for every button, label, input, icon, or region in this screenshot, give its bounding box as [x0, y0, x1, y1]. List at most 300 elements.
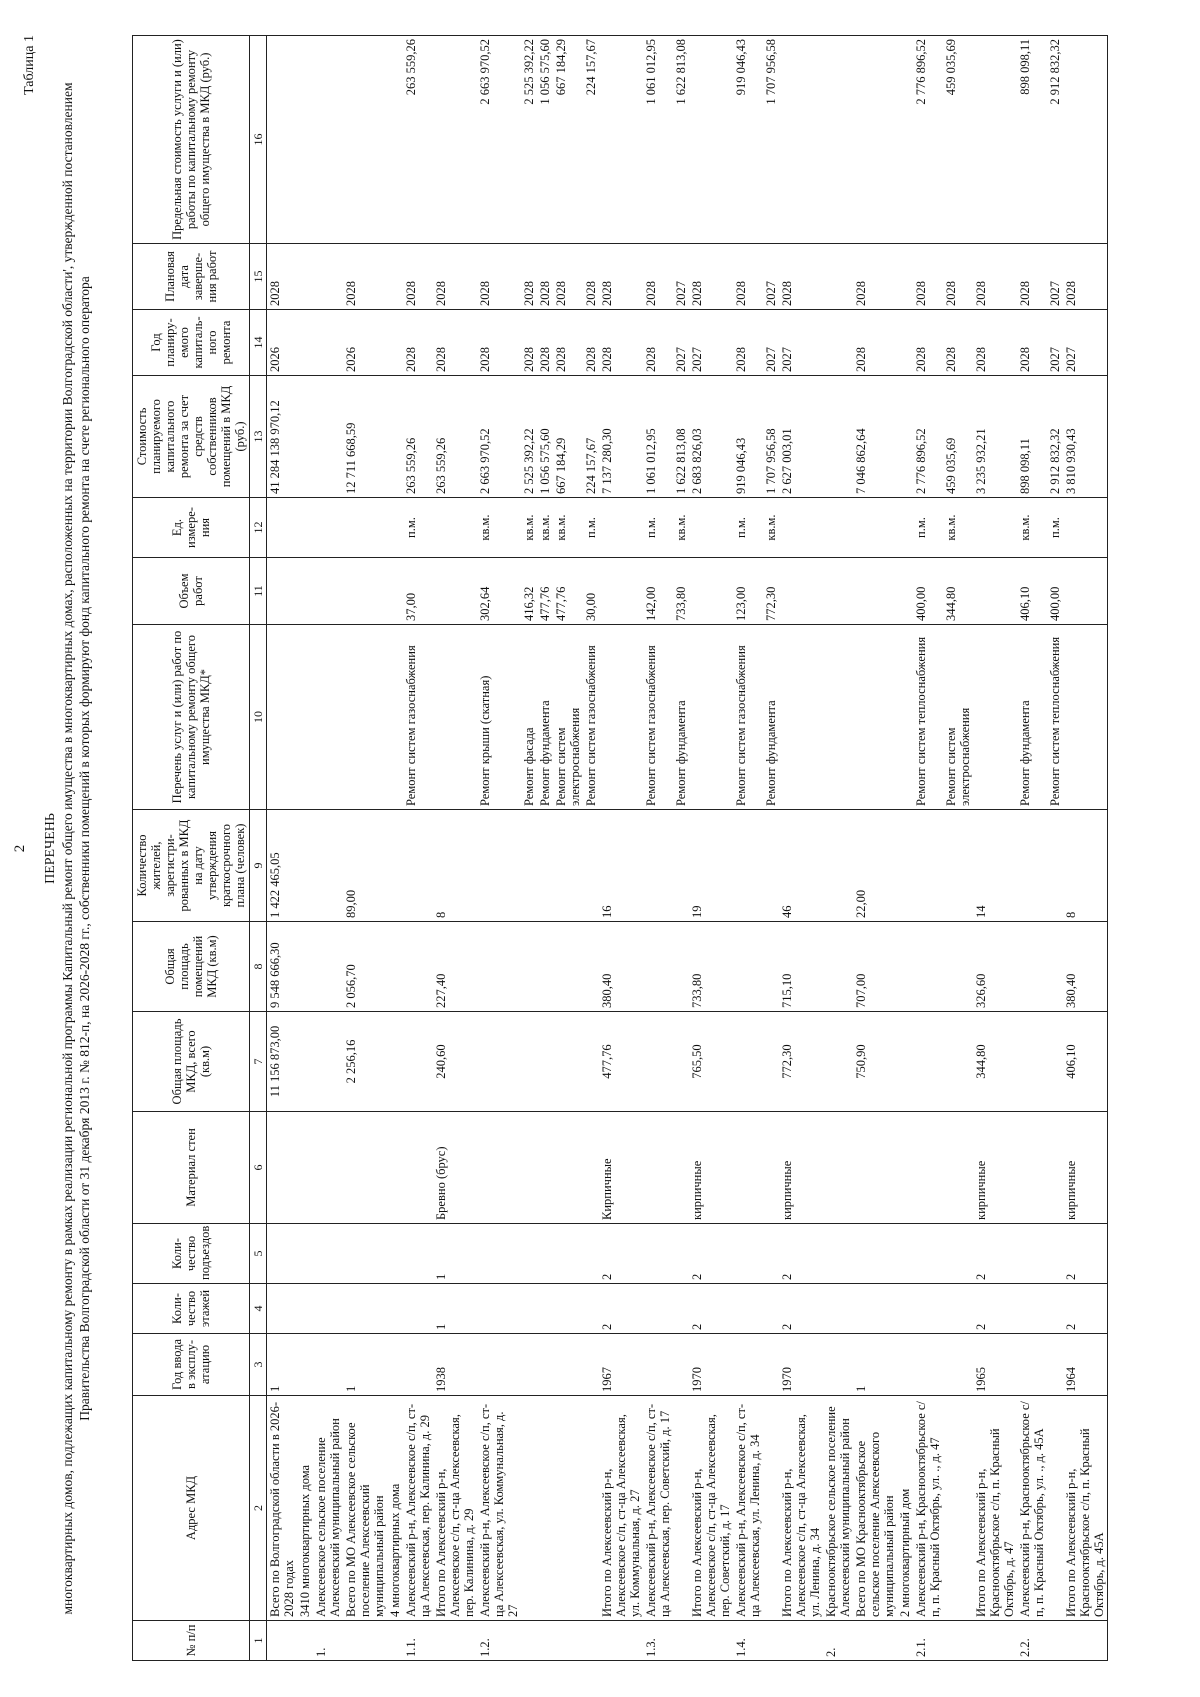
col-number: 15	[250, 244, 267, 310]
table-cell-col-9	[943, 810, 973, 922]
table-cell-col-9	[297, 810, 313, 922]
table-cell-col-7	[387, 1012, 403, 1112]
table-cell-col-12: кв.м.	[521, 498, 537, 558]
table-row	[343, 36, 387, 1661]
table-cell-col-4	[521, 1284, 537, 1334]
table-header-row	[133, 36, 250, 1661]
table-cell-col-4	[643, 1284, 673, 1334]
col-number: 12	[250, 498, 267, 558]
table-cell-col-5	[763, 1224, 779, 1284]
table-cell-col-13	[387, 376, 403, 498]
table-cell-col-6	[853, 1112, 897, 1224]
table-cell-col-2: Итого по Алексеевский р-н, Краснооктябрьское с/п, п. Красный Октябрь, д. 45А	[1063, 1396, 1108, 1621]
table-cell-col-16: 1 056 575,60	[537, 36, 553, 244]
table-cell-col-14: 2027	[779, 310, 823, 376]
table-cell-col-7: 772,30	[779, 1012, 823, 1112]
table-cell-col-12	[973, 498, 1017, 558]
table-cell-col-2: 4 многоквартирных дома	[387, 1396, 403, 1621]
table-row	[313, 36, 343, 1661]
table-cell-col-6	[267, 1112, 298, 1224]
table-cell-col-15: 2028	[853, 244, 897, 310]
table-cell-col-3	[553, 1334, 583, 1396]
col-header: Предельная стоимость услуги и (или) работы по капитальному ремонту общего имущества в МКД (руб.)	[133, 36, 250, 244]
table-cell-col-9	[537, 810, 553, 922]
table-cell-col-10	[897, 625, 913, 810]
table-cell-col-8	[943, 922, 973, 1012]
table-cell-col-6	[733, 1112, 763, 1224]
table-cell-col-13: 12 711 668,59	[343, 376, 387, 498]
table-cell-col-5	[343, 1224, 387, 1284]
table-cell-col-16	[297, 36, 313, 244]
table-cell-col-3	[1017, 1334, 1047, 1396]
table-cell-col-10: Ремонт систем электроснабжения	[943, 625, 973, 810]
table-cell-col-15: 2028	[973, 244, 1017, 310]
table-cell-col-11	[689, 558, 733, 625]
table-cell-col-11: 406,10	[1017, 558, 1047, 625]
table-cell-col-6: Бревно (брус)	[433, 1112, 477, 1224]
col-header: Перечень услуг и (или) работ по капитальному ремонту общего имущества МКД*	[133, 625, 250, 810]
table-cell-col-8	[823, 922, 853, 1012]
table-cell-col-14: 2028	[537, 310, 553, 376]
table-cell-col-2	[537, 1396, 553, 1621]
table-row	[1017, 36, 1047, 1661]
table-cell-col-15: 2028	[1063, 244, 1108, 310]
table-cell-col-14: 2027	[1047, 310, 1063, 376]
table-cell-col-15: 2027	[673, 244, 689, 310]
table-cell-col-13: 919 046,43	[733, 376, 763, 498]
table-cell-col-5	[673, 1224, 689, 1284]
table-cell-col-4: 2	[689, 1284, 733, 1334]
table-cell-col-7	[583, 1012, 599, 1112]
table-cell-col-13: 3 810 930,43	[1063, 376, 1108, 498]
table-cell-col-11	[343, 558, 387, 625]
table-cell-col-7	[1017, 1012, 1047, 1112]
table-cell-col-16: 2 912 832,32	[1047, 36, 1063, 244]
table-cell-col-3	[733, 1334, 763, 1396]
table-cell-col-11: 416,32	[521, 558, 537, 625]
table-cell-col-9	[1047, 810, 1063, 922]
table-body	[267, 36, 1108, 1661]
table-cell-col-9	[673, 810, 689, 922]
table-cell-col-2: Итого по Алексеевский р-н, Алексеевское с/п, ст-ца Алексеевская, пер. Калинина, д. 29	[433, 1396, 477, 1621]
table-cell-col-15: 2028	[521, 244, 537, 310]
table-cell-col-1: 1.3.	[643, 1621, 673, 1661]
table-cell-col-1	[1047, 1621, 1063, 1661]
table-cell-col-10: Ремонт систем газоснабжения	[403, 625, 433, 810]
col-number: 10	[250, 625, 267, 810]
table-cell-col-12	[433, 498, 477, 558]
table-cell-col-1	[343, 1621, 387, 1661]
col-number: 16	[250, 36, 267, 244]
col-header: Общая площадь МКД, всего (кв.м)	[133, 1012, 250, 1112]
table-cell-col-9	[387, 810, 403, 922]
table-cell-col-16: 1 061 012,95	[643, 36, 673, 244]
table-cell-col-13: 898 098,11	[1017, 376, 1047, 498]
table-cell-col-10: Ремонт фундамента	[537, 625, 553, 810]
table-cell-col-3: 1964	[1063, 1334, 1108, 1396]
table-cell-col-3	[643, 1334, 673, 1396]
table-row	[779, 36, 823, 1661]
table-cell-col-16: 2 776 896,52	[913, 36, 943, 244]
table-cell-col-7: 2 256,16	[343, 1012, 387, 1112]
table-cell-col-8	[313, 922, 343, 1012]
table-cell-col-2	[583, 1396, 599, 1621]
table-cell-col-6: Кирпичные	[599, 1112, 643, 1224]
table-cell-col-10: Ремонт систем теплоснабжения	[913, 625, 943, 810]
table-cell-col-6	[1047, 1112, 1063, 1224]
table-cell-col-9: 14	[973, 810, 1017, 922]
table-cell-col-4	[297, 1284, 313, 1334]
table-cell-col-3	[537, 1334, 553, 1396]
table-cell-col-11	[313, 558, 343, 625]
table-cell-col-3: 1965	[973, 1334, 1017, 1396]
table-cell-col-15: 2028	[733, 244, 763, 310]
document-heading	[42, 40, 93, 1657]
table-cell-col-1	[267, 1621, 298, 1661]
table-cell-col-6	[343, 1112, 387, 1224]
table-cell-col-3	[583, 1334, 599, 1396]
table-cell-col-6: кирпичные	[973, 1112, 1017, 1224]
col-header: Коли-чество этажей	[133, 1284, 250, 1334]
table-cell-col-5	[313, 1224, 343, 1284]
table-cell-col-8	[477, 922, 521, 1012]
table-cell-col-14: 2027	[689, 310, 733, 376]
table-cell-col-5	[267, 1224, 298, 1284]
table-cell-col-10	[433, 625, 477, 810]
table-cell-col-15	[387, 244, 403, 310]
table-cell-col-5	[913, 1224, 943, 1284]
table-cell-col-4	[583, 1284, 599, 1334]
table-cell-col-16	[599, 36, 643, 244]
table-cell-col-9: 16	[599, 810, 643, 922]
table-cell-col-3: 1	[267, 1334, 298, 1396]
table-cell-col-11: 30,00	[583, 558, 599, 625]
table-cell-col-6	[943, 1112, 973, 1224]
table-cell-col-4	[403, 1284, 433, 1334]
table-cell-col-2: Итого по Алексеевский р-н, Алексеевское с/п, ст-ца Алексеевская, ул. Коммунальная, д. 27	[599, 1396, 643, 1621]
table-row	[297, 36, 313, 1661]
table-cell-col-11	[387, 558, 403, 625]
table-cell-col-8: 707,00	[853, 922, 897, 1012]
table-cell-col-10: Ремонт фасада	[521, 625, 537, 810]
table-row	[403, 36, 433, 1661]
table-cell-col-16	[853, 36, 897, 244]
table-cell-col-5	[537, 1224, 553, 1284]
table-cell-col-13: 7 046 862,64	[853, 376, 897, 498]
table-cell-col-10: Ремонт систем теплоснабжения	[1047, 625, 1063, 810]
table-cell-col-8: 227,40	[433, 922, 477, 1012]
table-cell-col-5	[553, 1224, 583, 1284]
table-cell-col-13: 3 235 932,21	[973, 376, 1017, 498]
table-cell-col-14: 2026	[343, 310, 387, 376]
table-cell-col-10: Ремонт систем газоснабжения	[643, 625, 673, 810]
table-cell-col-11	[897, 558, 913, 625]
table-cell-col-11	[973, 558, 1017, 625]
table-cell-col-11: 37,00	[403, 558, 433, 625]
table-cell-col-12	[689, 498, 733, 558]
table-cell-col-16: 2 663 970,52	[477, 36, 521, 244]
table-cell-col-7: 765,50	[689, 1012, 733, 1112]
table-cell-col-14: 2027	[1063, 310, 1108, 376]
table-cell-col-2: 2 многоквартирный дом	[897, 1396, 913, 1621]
table-cell-col-1	[897, 1621, 913, 1661]
table-cell-col-7	[297, 1012, 313, 1112]
table-cell-col-1: 2.2.	[1017, 1621, 1047, 1661]
table-cell-col-15: 2027	[763, 244, 779, 310]
table-cell-col-15: 2028	[537, 244, 553, 310]
table-cell-col-13: 2 525 392,22	[521, 376, 537, 498]
table-cell-col-12	[267, 498, 298, 558]
table-cell-col-9: 1 422 465,05	[267, 810, 298, 922]
table-cell-col-1	[553, 1621, 583, 1661]
table-cell-col-11	[779, 558, 823, 625]
table-cell-col-16: 224 157,67	[583, 36, 599, 244]
col-number: 4	[250, 1284, 267, 1334]
page-number: 2	[12, 844, 28, 853]
table-cell-col-14: 2028	[433, 310, 477, 376]
table-cell-col-12	[779, 498, 823, 558]
table-cell-col-13: 224 157,67	[583, 376, 599, 498]
table-cell-col-11: 400,00	[913, 558, 943, 625]
table-cell-col-5: 2	[973, 1224, 1017, 1284]
table-cell-col-15: 2027	[1047, 244, 1063, 310]
table-cell-col-13	[897, 376, 913, 498]
table-cell-col-9	[313, 810, 343, 922]
col-header: № п/п	[133, 1621, 250, 1661]
table-cell-col-7: 240,60	[433, 1012, 477, 1112]
table-cell-col-13: 7 137 280,30	[599, 376, 643, 498]
table-cell-col-10	[297, 625, 313, 810]
table-cell-col-12: п.м.	[733, 498, 763, 558]
table-cell-col-1	[599, 1621, 643, 1661]
col-number: 9	[250, 810, 267, 922]
table-cell-col-6	[673, 1112, 689, 1224]
table-cell-col-3	[387, 1334, 403, 1396]
table-cell-col-8	[673, 922, 689, 1012]
table-cell-col-16: 898 098,11	[1017, 36, 1047, 244]
col-header: Год ввода в эксплу-атацию	[133, 1334, 250, 1396]
table-cell-col-8	[537, 922, 553, 1012]
table-cell-col-2: Алексеевский р-н, Алексеевское с/п, ст-ца Алексеевская, ул. Коммунальная, д. 27	[477, 1396, 521, 1621]
table-cell-col-2: Итого по Алексеевский р-н, Алексеевское с/п, ст-ца Алексеевская, пер. Советский, д. 17	[689, 1396, 733, 1621]
heading-line-1: многоквартирных домов, подлежащих капитальному ремонту в рамках реализации региональной программы Капитальный ремонт общего имущества в многоквартирных домах, расположенных на территории Волгоградской области', утвержденной постановлением	[60, 82, 75, 1615]
table-cell-col-2: 3410 многоквартирных дома	[297, 1396, 313, 1621]
table-cell-col-8	[521, 922, 537, 1012]
table-cell-col-2: Алексеевский р-н, Алексеевское с/п, ст-ца Алексеевская, пер. Калинина, д. 29	[403, 1396, 433, 1621]
table-cell-col-6	[297, 1112, 313, 1224]
table-cell-col-1	[297, 1621, 313, 1661]
table-cell-col-3: 1	[853, 1334, 897, 1396]
table-cell-col-1: 1.4.	[733, 1621, 763, 1661]
table-cell-col-2	[943, 1396, 973, 1621]
table-cell-col-13: 667 184,29	[553, 376, 583, 498]
table-cell-col-10: Ремонт фундамента	[673, 625, 689, 810]
table-cell-col-11: 733,80	[673, 558, 689, 625]
table-cell-col-13: 2 776 896,52	[913, 376, 943, 498]
table-cell-col-7: 477,76	[599, 1012, 643, 1112]
table-cell-col-6	[537, 1112, 553, 1224]
table-cell-col-5	[853, 1224, 897, 1284]
table-cell-col-6: кирпичные	[779, 1112, 823, 1224]
table-cell-col-3	[943, 1334, 973, 1396]
table-cell-col-4	[913, 1284, 943, 1334]
table-cell-col-9	[521, 810, 537, 922]
heading-line-2: Правительства Волгоградской области от 31 декабря 2013 г. № 812-п, на 2026-2028 гг., собственники помещений в которых формируют фонд капитального ремонта на счете регионального оператора	[77, 276, 92, 1421]
table-cell-col-12	[853, 498, 897, 558]
table-cell-col-11: 772,30	[763, 558, 779, 625]
table-cell-col-11	[853, 558, 897, 625]
table-cell-col-14	[297, 310, 313, 376]
table-cell-col-14: 2028	[643, 310, 673, 376]
table-cell-col-2: Итого по Алексеевский р-н, Краснооктябрьское с/п, п. Красный Октябрь, д. 47	[973, 1396, 1017, 1621]
table-cell-col-4	[387, 1284, 403, 1334]
table-cell-col-12: кв.м.	[943, 498, 973, 558]
table-cell-col-8	[643, 922, 673, 1012]
col-header: Материал стен	[133, 1112, 250, 1224]
col-header: Объем работ	[133, 558, 250, 625]
table-cell-col-13	[313, 376, 343, 498]
col-header: Коли-чество подъездов	[133, 1224, 250, 1284]
table-cell-col-8	[733, 922, 763, 1012]
table-cell-col-6: кирпичные	[1063, 1112, 1108, 1224]
table-cell-col-1	[673, 1621, 689, 1661]
col-header: Общая площадь помещений МКД (кв.м)	[133, 922, 250, 1012]
table-cell-col-3	[313, 1334, 343, 1396]
table-cell-col-15	[823, 244, 853, 310]
table-cell-col-4	[823, 1284, 853, 1334]
table-cell-col-4: 2	[973, 1284, 1017, 1334]
table-cell-col-9	[1017, 810, 1047, 922]
table-cell-col-4	[897, 1284, 913, 1334]
table-cell-col-2: Алексеевский р-н, Алексеевское с/п, ст-ца Алексеевская, пер. Советский, д. 17	[643, 1396, 673, 1621]
table-cell-col-14: 2028	[733, 310, 763, 376]
table-cell-col-15: 2028	[553, 244, 583, 310]
table-row	[913, 36, 943, 1661]
table-cell-col-15: 2028	[403, 244, 433, 310]
table-cell-col-8: 733,80	[689, 922, 733, 1012]
table-cell-col-1	[537, 1621, 553, 1661]
table-cell-col-3: 1970	[779, 1334, 823, 1396]
table-cell-col-8	[387, 922, 403, 1012]
table-cell-col-10: Ремонт систем электроснабжения	[553, 625, 583, 810]
table-row	[973, 36, 1017, 1661]
table-cell-col-10	[689, 625, 733, 810]
table-cell-col-8: 715,10	[779, 922, 823, 1012]
table-cell-col-12: кв.м.	[673, 498, 689, 558]
table-cell-col-3: 1967	[599, 1334, 643, 1396]
table-cell-col-3	[1047, 1334, 1063, 1396]
repair-list-table-wrapper	[132, 36, 1108, 1661]
table-cell-col-10: Ремонт систем газоснабжения	[733, 625, 763, 810]
table-cell-col-6	[897, 1112, 913, 1224]
table-cell-col-7	[673, 1012, 689, 1112]
table-cell-col-10	[973, 625, 1017, 810]
table-cell-col-7	[913, 1012, 943, 1112]
table-cell-col-11	[823, 558, 853, 625]
table-cell-col-4	[673, 1284, 689, 1334]
table-cell-col-6	[763, 1112, 779, 1224]
table-cell-col-11: 477,76	[553, 558, 583, 625]
table-cell-col-8	[403, 922, 433, 1012]
table-cell-col-13: 2 683 826,03	[689, 376, 733, 498]
table-cell-col-4: 2	[1063, 1284, 1108, 1334]
table-cell-col-11: 123,00	[733, 558, 763, 625]
table-cell-col-13: 1 622 813,08	[673, 376, 689, 498]
table-cell-col-15	[313, 244, 343, 310]
table-cell-col-6	[1017, 1112, 1047, 1224]
table-cell-col-9	[897, 810, 913, 922]
col-number: 11	[250, 558, 267, 625]
table-cell-col-14: 2028	[521, 310, 537, 376]
table-row	[823, 36, 853, 1661]
table-cell-col-8: 380,40	[599, 922, 643, 1012]
table-cell-col-2: Всего по МО Краснооктябрьское сельское поселение Алексеевского муниципальный район	[853, 1396, 897, 1621]
table-cell-col-9: 8	[433, 810, 477, 922]
table-cell-col-12	[313, 498, 343, 558]
table-cell-col-5	[297, 1224, 313, 1284]
table-cell-col-14: 2027	[673, 310, 689, 376]
table-row	[477, 36, 521, 1661]
col-number: 6	[250, 1112, 267, 1224]
table-cell-col-8	[1017, 922, 1047, 1012]
table-cell-col-9: 8	[1063, 810, 1108, 922]
table-cell-col-4	[313, 1284, 343, 1334]
heading-title: ПЕРЕЧЕНЬ	[43, 813, 58, 884]
table-row	[433, 36, 477, 1661]
table-cell-col-3	[823, 1334, 853, 1396]
table-cell-col-16	[433, 36, 477, 244]
table-cell-col-12: п.м.	[643, 498, 673, 558]
table-cell-col-9	[643, 810, 673, 922]
table-cell-col-4: 2	[779, 1284, 823, 1334]
table-cell-col-5	[477, 1224, 521, 1284]
col-number: 7	[250, 1012, 267, 1112]
table-cell-col-3	[673, 1334, 689, 1396]
col-header: Год планиру-емого капиталь-ного ремонта	[133, 310, 250, 376]
col-header: Адрес МКД	[133, 1396, 250, 1621]
table-cell-col-15: 2028	[343, 244, 387, 310]
table-cell-col-1	[973, 1621, 1017, 1661]
table-cell-col-6	[553, 1112, 583, 1224]
table-row	[583, 36, 599, 1661]
table-cell-col-12	[823, 498, 853, 558]
table-cell-col-5: 2	[1063, 1224, 1108, 1284]
col-header: Плановая дата заверше-ния работ	[133, 244, 250, 310]
table-cell-col-15: 2028	[779, 244, 823, 310]
table-cell-col-4	[553, 1284, 583, 1334]
table-cell-col-11: 477,76	[537, 558, 553, 625]
table-cell-col-8	[897, 922, 913, 1012]
table-cell-col-1: 1.	[313, 1621, 343, 1661]
table-cell-col-5	[387, 1224, 403, 1284]
col-number: 5	[250, 1224, 267, 1284]
table-row	[537, 36, 553, 1661]
table-cell-col-13	[297, 376, 313, 498]
table-cell-col-12: кв.м.	[553, 498, 583, 558]
table-row	[853, 36, 897, 1661]
table-cell-col-2: Алексеевское сельское поселение Алексеевский муниципальный район	[313, 1396, 343, 1621]
table-cell-col-6	[521, 1112, 537, 1224]
table-cell-col-11	[1063, 558, 1108, 625]
table-cell-col-13: 41 284 138 970,12	[267, 376, 298, 498]
table-cell-col-8: 2 056,70	[343, 922, 387, 1012]
table-row	[643, 36, 673, 1661]
table-row	[387, 36, 403, 1661]
table-cell-col-16	[823, 36, 853, 244]
table-row	[943, 36, 973, 1661]
table-cell-col-1	[433, 1621, 477, 1661]
table-cell-col-6	[583, 1112, 599, 1224]
